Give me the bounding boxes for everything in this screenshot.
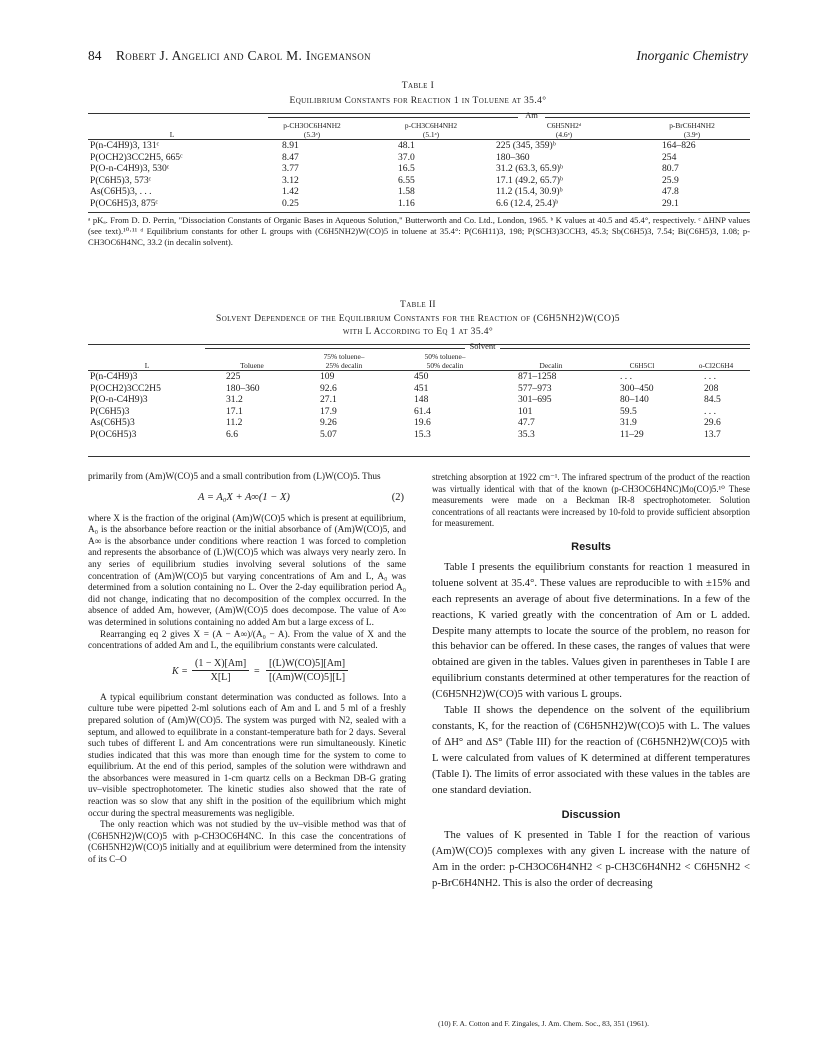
paragraph: Rearranging eq 2 gives X = (A − A∞)/(A₀ − A). From the value of X and the concentrations of added Am and L, the equilibrium constants were calculated. <box>88 629 406 652</box>
discussion-heading: Discussion <box>561 809 621 822</box>
table2-header-row <box>88 352 750 370</box>
table2-group-label: Solvent <box>469 341 496 351</box>
k-fraction-2: [(L)W(CO)5][Am] [(Am)W(CO)5][L] <box>266 657 348 684</box>
table2-col-header: Toluene <box>240 361 264 370</box>
table-row: P(OCH2)3CC2H5 180–360 92.6 451 577–973 300–450 208 <box>90 382 719 394</box>
table-row: P(C6H5)3 17.1 17.9 61.4 101 59.5 . . . <box>90 405 716 417</box>
author-line: Robert J. Angelici and Carol M. Ingemanson <box>116 48 371 63</box>
table-row: P(O-n-C4H9)3, 530ᶜ 3.77 16.5 31.2 (63.3, 65.9)ᵇ 80.7 <box>90 163 679 175</box>
table-row: P(O-n-C4H9)3 31.2 27.1 148 301–695 80–140 84.5 <box>90 394 721 406</box>
table-row: As(C6H5)3, . . . 1.42 1.58 11.2 (15.4, 30.9)ᵇ 47.8 <box>90 186 679 198</box>
table1-header-row <box>88 121 750 139</box>
left-column <box>88 472 406 867</box>
table2-top-rule <box>88 344 750 345</box>
page-number: 84 <box>88 48 102 63</box>
paragraph: Table II shows the dependence on the solvent of the equilibrium constants, K, for the reaction of (C6H5NH2)W(CO)5 with L. The values of ΔH° and ΔS° (Table III) for the reaction of (C6H5NH2)W(CO)5 with L were calculated from values of K determined at different temperatures (Table I). The limits of error associated with these values in the tables are one standard deviation. <box>432 704 750 796</box>
paragraph: The only reaction which was not studied by the uv–visible method was that of (C6H5NH2)W(CO)5 with p-CH3OC6H4NC. In this case the concentrations of (C6H5NH2)W(CO)5 initially and at equilibrium were determined from the intensity of its C–O <box>88 820 406 866</box>
paragraph: where X is the fraction of the original (Am)W(CO)5 which is present at equilibrium, A₀ is the absorbance before reaction or the initial absorbance of (Am)W(CO)5, and A∞ is the absorbance under conditions where reaction 1 was forced to completion and represents the absorbance of (L)W(CO)5 which was always very nearly zero. In any series of equilibrium studies involving several solutions of the same concentration of (Am)W(CO)5 but varying concentrations of Am and L, A₀ was determined from a solution containing no L. Over the 2-day equilibration period A₀ did not change, indicating that no decomposition of the complex occurred. In the absence of added Am, however, (Am)W(CO)5 does decompose. The value of A∞ was determined in solutions containing no added Am but a large excess of L. <box>88 513 406 628</box>
table1-col-header: p-CH3C6H4NH2 (5.1ᵃ) <box>404 121 458 139</box>
table2-col-header: L <box>144 361 150 370</box>
table-row: P(OC6H5)3, 875ᶜ 0.25 1.16 6.6 (12.4, 25.4)ᵇ 29.1 <box>90 197 679 209</box>
table-row: P(OC6H5)3 6.6 5.07 15.3 35.3 11–29 13.7 <box>90 428 721 440</box>
paragraph: The values of K presented in Table I for the reaction of various (Am)W(CO)5 complexes with any given L increase with the nature of Am in the order: p-CH3OC6H4NH2 < p-CH3C6H4NH2 < C6H5NH2 < p-BrC6H4NH2. This is also the order of decreasing <box>432 829 750 890</box>
table2-col-header: o-Cl2C6H4 <box>698 361 734 370</box>
table1-group-rule-left <box>268 117 518 118</box>
right-column <box>432 472 750 892</box>
running-header <box>88 48 748 68</box>
table1-top-rule <box>88 113 750 114</box>
results-heading: Results <box>571 540 611 553</box>
table1-group-label: Am <box>525 110 538 120</box>
table2-caption-line1: Solvent Dependence of the Equilibrium Constants for the Reaction of (C6H5NH2)W(CO)5 <box>216 314 620 324</box>
paragraph: primarily from (Am)W(CO)5 and a small contribution from (L)W(CO)5. Thus <box>88 472 381 482</box>
table1-group-rule-right <box>545 117 750 118</box>
table1-caption: Equilibrium Constants for Reaction 1 in Toluene at 35.4° <box>289 96 547 106</box>
table2-col-header: C6H5Cl <box>629 361 655 370</box>
table1-bottom-rule <box>88 212 750 213</box>
table1-col-header: C6H5NH2ᵈ (4.6ᵃ) <box>546 121 582 139</box>
table-row: P(n-C4H9)3 225 109 450 871–1258 . . . . . . <box>90 371 716 382</box>
table2 <box>88 352 750 441</box>
table2-col-header: 50% toluene– 50% decalin <box>424 352 466 370</box>
paragraph: Table I presents the equilibrium constants for reaction 1 measured in toluene solvent at 35.4°. These values are reproducible to with ±15% and each represents an average of about five determinations. In a few of the reactions, K varied greatly with the concentration of Am or L added. Despite many attempts to locate the source of the problem, no reason for this behavior can be offered. In these cases, the ranges of values that were obtained are given in the tables. Values given in parentheses in Table I are equilibrium constants determined at other temperatures for the reaction of (C6H5NH2)W(CO)5 with various L groups. <box>432 560 750 701</box>
table1-footnote: ᵃ pKₐ. From D. D. Perrin, "Dissociation Constants of Organic Bases in Aqueous Solution," Butterworth and Co. Ltd., London, 1965. ᵇ K values at 40.5 and 45.4°, respectively. ᶜ ΔHNP values (see text).¹⁰·¹¹ ᵈ Equilibrium constants for other L groups with (C6H5NH2)W(CO)5 in toluene at 35.4°: P(C6H11)3, 198; P(SCH3)3CCH3, 45.3; Sb(C6H5)3, 7.54; Bi(C6H5)3, 1.08; p-CH3OC6H4NC, 33.2 (in decalin solvent). <box>88 215 750 247</box>
table-row: P(n-C4H9)3, 131ᶜ 8.91 48.1 225 (345, 359)ᵇ 164–826 <box>90 140 696 151</box>
equation-2 <box>88 488 406 510</box>
k-equals-sign: = <box>254 665 260 677</box>
table2-title: Table II <box>400 300 436 310</box>
table2-col-header: Decalin <box>539 361 563 370</box>
table1-col-header: p-CH3OC6H4NH2 (5.3ᵃ) <box>283 121 341 139</box>
k-equation-label: K = <box>172 665 188 677</box>
k-equation <box>88 657 406 689</box>
table1-col-header: L <box>169 130 175 139</box>
reference-footnote: (10) F. A. Cotton and F. Zingales, J. Am. Chem. Soc., 83, 351 (1961). <box>438 1019 649 1028</box>
equation-2-number: (2) <box>391 491 404 503</box>
paragraph: stretching absorption at 1922 cm⁻¹. The infrared spectrum of the product of the reaction was virtually identical with that of the known (p-CH3OC6H4NC)Mo(CO)5.¹⁰ These measurements were made on a Beckman IR-8 spectrophotometer. Solution concentrations of all reactants were increased by 10-fold to provide sufficient absorption for measurement. <box>432 472 750 529</box>
equation-2-expression: A = A₀X + A∞(1 − X) <box>198 491 290 503</box>
journal-name: Inorganic Chemistry <box>636 48 748 63</box>
k-fraction-1: (1 − X)[Am] X[L] <box>192 657 249 684</box>
table-row: P(C6H5)3, 573ᶜ 3.12 6.55 17.1 (49.2, 65.7)ᵇ 25.9 <box>90 174 679 186</box>
table-row: As(C6H5)3 11.2 9.26 19.6 47.7 31.9 29.6 <box>90 417 721 429</box>
table-row: P(OCH2)3CC2H5, 665ᶜ 8.47 37.0 180–360 254 <box>90 151 677 163</box>
table1-col-header: p-BrC6H4NH2 (3.9ᵃ) <box>669 121 715 139</box>
table2-bottom-rule <box>88 456 750 457</box>
table2-group-rule-right <box>500 348 750 349</box>
table2-group-rule-left <box>205 348 465 349</box>
table2-col-header: 75% toluene– 25% decalin <box>323 352 365 370</box>
paragraph: A typical equilibrium constant determination was conducted as follows. Into a culture tube were pipetted 2-ml solutions each of Am and L and 5 ml of a freshly prepared solution of (Am)W(CO)5. The system was purged with N2, sealed with a septum, and allowed to equilibrate in a constant-temperature bath for 2 days. Several such tubes of different L and Am concentrations were run simultaneously. Kinetic studies indicated that this was more than enough time for the system to come to equilibrium. At the end of this period, samples of the solution were withdrawn and the absorbances were measured in 1-cm quartz cells on a Beckman DB-G grating uv–visible spectrophotometer. The kinetic studies also showed that the rate of reaction was so slow that any shift in the position of the equilibrium which might occur during the spectral measurements was negligible. <box>88 692 406 819</box>
table1 <box>88 121 750 210</box>
table2-caption-line2: with L According to Eq 1 at 35.4° <box>342 327 494 337</box>
table1-title: Table I <box>401 81 435 91</box>
